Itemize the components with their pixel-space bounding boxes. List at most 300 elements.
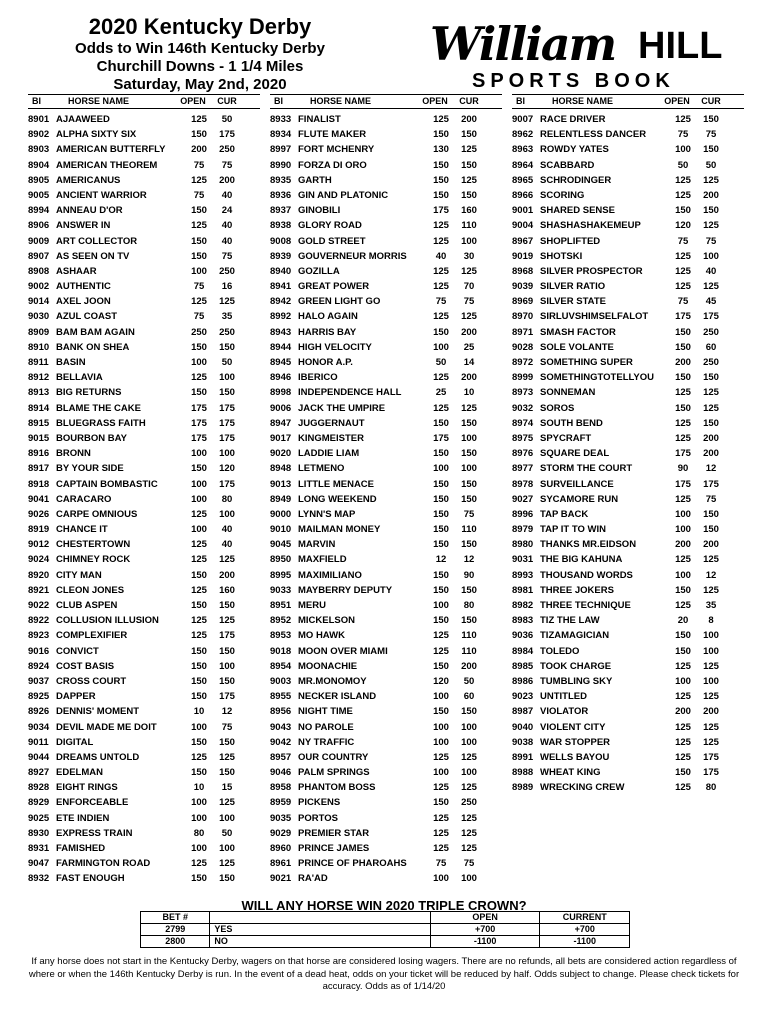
horse-bi: 8983 [512, 615, 534, 627]
horse-bi: 8975 [512, 432, 534, 444]
horse-cur: 125 [703, 220, 719, 232]
horse-open: 125 [191, 296, 207, 308]
horse-bi: 8984 [512, 645, 534, 657]
horse-row [270, 659, 502, 674]
horse-row [512, 279, 744, 294]
horse-bi: 9033 [270, 584, 292, 596]
horse-open: 150 [675, 584, 691, 596]
horse-cur: 100 [703, 630, 719, 642]
horse-cur: 125 [703, 660, 719, 672]
horse-open: 100 [191, 843, 207, 854]
horse-row [270, 492, 502, 507]
horse-row [512, 704, 744, 719]
horse-cur: 200 [703, 706, 719, 718]
horse-name: PALM SPRINGS [298, 767, 370, 779]
tc-choice: NO [210, 936, 430, 948]
horse-bi: 9026 [28, 508, 50, 520]
horse-bi: 8992 [270, 311, 292, 323]
horse-row [28, 689, 260, 704]
column-header-name: HORSE NAME [552, 96, 614, 106]
horse-row [512, 735, 744, 750]
horse-open: 75 [677, 235, 689, 247]
logo-bold: HILL [638, 25, 723, 67]
horse-bi: 9042 [270, 736, 292, 748]
horse-name: MR.MONOMOY [298, 675, 367, 687]
horse-bi: 9007 [512, 114, 534, 125]
horse-open: 75 [193, 159, 205, 171]
horse-cur: 125 [703, 736, 719, 748]
horse-open: 150 [433, 569, 449, 581]
horse-row [512, 461, 744, 476]
horse-name: SHARED SENSE [540, 205, 615, 217]
horse-name: CAPTAIN BOMBASTIC [56, 478, 158, 490]
horse-row [270, 780, 502, 795]
tc-current: -1100 [540, 936, 630, 948]
horse-cur: 250 [461, 797, 477, 809]
horse-name: VIOLENT CITY [540, 721, 606, 733]
horse-name: UNTITLED [540, 691, 587, 703]
horse-bi: 9021 [270, 873, 292, 885]
horse-open: 150 [191, 387, 207, 399]
triple-crown-header-row [141, 912, 630, 924]
horse-name: ROWDY YATES [540, 144, 609, 156]
column-header-open: OPEN [422, 96, 448, 106]
horse-name: NO PAROLE [298, 721, 354, 733]
horse-open: 100 [191, 721, 207, 733]
horse-open: 150 [433, 706, 449, 718]
horse-open: 125 [433, 827, 449, 839]
horse-bi: 8927 [28, 767, 50, 779]
horse-cur: 150 [461, 493, 477, 505]
horse-row [512, 613, 744, 628]
horse-open: 125 [433, 782, 449, 794]
horse-open: 100 [191, 797, 207, 809]
horse-open: 125 [433, 812, 449, 824]
horse-cur: 80 [463, 600, 475, 611]
horse-name: AXEL JOON [56, 296, 111, 308]
horse-row [270, 340, 502, 355]
logo-tagline: SPORTS BOOK [472, 70, 675, 92]
horse-cur: 75 [705, 493, 717, 505]
horse-cur: 125 [703, 387, 719, 399]
horse-open: 125 [191, 751, 207, 763]
horse-name: FAMISHED [56, 843, 106, 854]
horse-open: 100 [675, 508, 691, 520]
horse-bi: 8985 [512, 660, 534, 672]
tc-open: -1100 [430, 936, 540, 948]
horse-cur: 50 [221, 114, 233, 125]
horse-cur: 100 [219, 812, 235, 824]
horse-open: 100 [191, 265, 207, 277]
horse-name: SHASHASHAKEMEUP [540, 220, 641, 232]
horse-cur: 150 [703, 114, 719, 125]
horse-bi: 8954 [270, 660, 292, 672]
horse-open: 125 [675, 432, 691, 444]
horse-row [28, 644, 260, 659]
horse-bi: 8973 [512, 387, 534, 399]
horse-cur: 200 [461, 114, 477, 125]
horse-name: ETE INDIEN [56, 812, 110, 824]
horse-row [512, 325, 744, 340]
column-header-bi: BI [32, 96, 41, 106]
horse-bi: 8982 [512, 600, 534, 611]
horse-open: 150 [675, 326, 691, 338]
horse-open: 150 [675, 341, 691, 353]
horse-bi: 9018 [270, 645, 292, 657]
horse-name: RA'AD [298, 873, 328, 885]
horse-cur: 125 [703, 691, 719, 703]
horse-name: PORTOS [298, 812, 338, 824]
horse-cur: 150 [219, 675, 235, 687]
column-header-open: OPEN [664, 96, 690, 106]
horse-bi: 9009 [28, 235, 50, 247]
horse-name: ANNEAU D'OR [56, 205, 123, 217]
horse-row [270, 158, 502, 173]
horse-row [512, 750, 744, 765]
horse-cur: 24 [221, 205, 233, 217]
horse-bi: 9024 [28, 554, 50, 566]
horse-bi: 8961 [270, 858, 292, 870]
horse-cur: 80 [221, 493, 233, 505]
horse-name: SOLE VOLANTE [540, 341, 614, 353]
horse-cur: 160 [219, 584, 235, 596]
horse-bi: 9037 [28, 675, 50, 687]
horse-open: 12 [435, 554, 447, 566]
horse-cur: 100 [461, 873, 477, 885]
horse-name: COLLUSION ILLUSION [56, 615, 159, 627]
horse-bi: 8926 [28, 706, 50, 718]
horse-open: 125 [191, 554, 207, 566]
horse-cur: 175 [703, 751, 719, 763]
horse-cur: 100 [461, 736, 477, 748]
horse-row [270, 598, 502, 613]
horse-row [512, 158, 744, 173]
horse-name: PHANTOM BOSS [298, 782, 376, 794]
horse-bi: 9027 [512, 493, 534, 505]
horse-cur: 75 [221, 250, 233, 262]
horse-open: 125 [675, 736, 691, 748]
horse-row [512, 249, 744, 264]
horse-open: 125 [191, 630, 207, 642]
horse-row [270, 127, 502, 142]
horse-cur: 125 [461, 843, 477, 854]
horse-cur: 200 [703, 448, 719, 460]
horse-bi: 9031 [512, 554, 534, 566]
horse-cur: 75 [463, 858, 475, 870]
horse-name: NY TRAFFIC [298, 736, 355, 748]
horse-bi: 8945 [270, 357, 292, 368]
horse-open: 125 [191, 539, 207, 551]
horse-bi: 8932 [28, 873, 50, 885]
horse-bi: 8903 [28, 144, 50, 156]
horse-bi: 8907 [28, 250, 50, 262]
horse-cur: 12 [463, 554, 475, 566]
subtitle-track: Churchill Downs - 1 1/4 Miles [96, 58, 304, 75]
horse-row [28, 173, 260, 188]
horse-row [512, 112, 744, 127]
horse-bi: 9008 [270, 235, 292, 247]
horse-bi: 9034 [28, 721, 50, 733]
horse-row [28, 340, 260, 355]
horse-name: CONVICT [56, 645, 99, 657]
horse-open: 125 [675, 250, 691, 262]
horse-cur: 250 [703, 326, 719, 338]
horse-open: 125 [433, 114, 449, 125]
horse-row [512, 264, 744, 279]
horse-open: 125 [433, 843, 449, 854]
horse-name: MAILMAN MONEY [298, 524, 381, 536]
horse-name: FORT MCHENRY [298, 144, 375, 156]
horse-bi: 8931 [28, 843, 50, 854]
horse-cur: 110 [461, 220, 477, 232]
horse-open: 125 [675, 660, 691, 672]
horse-open: 150 [191, 129, 207, 141]
horse-name: MAXFIELD [298, 554, 347, 566]
horse-name: IBERICO [298, 372, 338, 384]
horse-open: 150 [433, 326, 449, 338]
horse-cur: 125 [219, 751, 235, 763]
horse-name: KINGMEISTER [298, 432, 364, 444]
horse-bi: 8946 [270, 372, 292, 384]
horse-cur: 200 [461, 326, 477, 338]
odds-column [512, 94, 744, 795]
horse-open: 125 [433, 220, 449, 232]
horse-row [28, 841, 260, 856]
triple-crown-title: WILL ANY HORSE WIN 2020 TRIPLE CROWN? [241, 898, 527, 913]
horse-name: DAPPER [56, 691, 96, 703]
horse-name: CHESTERTOWN [56, 539, 131, 551]
horse-open: 150 [433, 174, 449, 186]
horse-cur: 150 [219, 873, 235, 885]
horse-name: LITTLE MENACE [298, 478, 374, 490]
horse-cur: 150 [703, 205, 719, 217]
horse-bi: 8901 [28, 114, 50, 125]
horse-bi: 9035 [270, 812, 292, 824]
horse-row [28, 355, 260, 370]
horse-row [270, 461, 502, 476]
horse-row [512, 294, 744, 309]
horse-cur: 100 [703, 645, 719, 657]
horse-name: BAM BAM AGAIN [56, 326, 135, 338]
horse-name: FORZA DI ORO [298, 159, 367, 171]
horse-cur: 100 [219, 843, 235, 854]
horse-open: 150 [191, 463, 207, 475]
horse-cur: 150 [703, 508, 719, 520]
odds-column [28, 94, 260, 887]
horse-open: 125 [675, 493, 691, 505]
horse-row [28, 218, 260, 233]
horse-open: 175 [675, 478, 691, 490]
horse-open: 125 [433, 311, 449, 323]
horse-open: 125 [433, 645, 449, 657]
horse-bi: 8958 [270, 782, 292, 794]
horse-bi: 9019 [512, 250, 534, 262]
horse-row [512, 477, 744, 492]
horse-cur: 75 [463, 508, 475, 520]
tc-header-open: OPEN [430, 912, 540, 924]
horse-bi: 8909 [28, 326, 50, 338]
horse-open: 175 [191, 417, 207, 429]
horse-bi: 9036 [512, 630, 534, 642]
horse-row [28, 477, 260, 492]
horse-name: THE BIG KAHUNA [540, 554, 623, 566]
horse-cur: 125 [461, 174, 477, 186]
horse-row [28, 780, 260, 795]
horse-open: 10 [193, 782, 205, 794]
horse-cur: 125 [461, 751, 477, 763]
horse-row [270, 583, 502, 598]
horse-cur: 125 [461, 311, 477, 323]
column-header-cur: CUR [701, 96, 721, 106]
horse-cur: 70 [463, 281, 475, 293]
horse-row [28, 370, 260, 385]
horse-row [270, 218, 502, 233]
horse-name: DIGITAL [56, 736, 94, 748]
horse-name: AJAAWEED [56, 114, 110, 125]
horse-bi: 8929 [28, 797, 50, 809]
column-header-cur: CUR [459, 96, 479, 106]
horse-cur: 12 [705, 463, 717, 475]
horse-name: CARACARO [56, 493, 112, 505]
horse-open: 150 [433, 189, 449, 201]
horse-open: 50 [677, 159, 689, 171]
horse-bi: 8989 [512, 782, 534, 794]
horse-bi: 8918 [28, 478, 50, 490]
horse-name: MOON OVER MIAMI [298, 645, 388, 657]
tc-header-bet: BET # [141, 912, 210, 924]
horse-bi: 8993 [512, 569, 534, 581]
horse-bi: 8947 [270, 417, 292, 429]
horse-cur: 175 [219, 691, 235, 703]
horse-row [270, 173, 502, 188]
horse-open: 175 [433, 205, 449, 217]
horse-name: NECKER ISLAND [298, 691, 377, 703]
horse-open: 125 [675, 600, 691, 611]
horse-cur: 100 [461, 767, 477, 779]
column-header-name: HORSE NAME [310, 96, 372, 106]
horse-bi: 8996 [512, 508, 534, 520]
horse-name: HONOR A.P. [298, 357, 353, 368]
horse-row [512, 234, 744, 249]
horse-bi: 9039 [512, 281, 534, 293]
horse-cur: 175 [703, 311, 719, 323]
horse-cur: 200 [703, 189, 719, 201]
horse-row [270, 856, 502, 871]
horse-name: LONG WEEKEND [298, 493, 377, 505]
horse-open: 100 [433, 463, 449, 475]
horse-name: HALO AGAIN [298, 311, 358, 323]
horse-name: SURVEILLANCE [540, 478, 614, 490]
horse-name: FLUTE MAKER [298, 129, 367, 141]
horse-row [512, 659, 744, 674]
horse-cur: 150 [461, 189, 477, 201]
horse-cur: 150 [461, 159, 477, 171]
horse-cur: 150 [703, 372, 719, 384]
horse-row [270, 720, 502, 735]
horse-name: SOMETHING SUPER [540, 357, 633, 368]
horse-bi: 8911 [28, 357, 49, 368]
horse-bi: 9038 [512, 736, 534, 748]
horse-bi: 9041 [28, 493, 50, 505]
page-header [0, 14, 400, 94]
horse-name: GARTH [298, 174, 332, 186]
horse-bi: 8976 [512, 448, 534, 460]
william-hill-logo [430, 14, 750, 96]
horse-bi: 8960 [270, 843, 292, 854]
horse-row [28, 249, 260, 264]
horse-name: MAXIMILIANO [298, 569, 362, 581]
horse-bi: 9005 [28, 189, 50, 201]
horse-open: 150 [433, 417, 449, 429]
horse-row [270, 477, 502, 492]
horse-open: 150 [433, 129, 449, 141]
horse-bi: 8971 [512, 326, 534, 338]
horse-name: LADDIE LIAM [298, 448, 360, 460]
horse-name: RACE DRIVER [540, 114, 606, 125]
horse-cur: 150 [461, 584, 477, 596]
horse-cur: 150 [461, 448, 477, 460]
horse-name: DEVIL MADE ME DOIT [56, 721, 157, 733]
horse-open: 100 [191, 524, 207, 536]
horse-name: ALPHA SIXTY SIX [56, 129, 137, 141]
horse-cur: 125 [703, 402, 719, 414]
horse-row [270, 674, 502, 689]
horse-open: 125 [675, 114, 691, 125]
horse-open: 150 [675, 645, 691, 657]
horse-cur: 110 [461, 630, 477, 642]
horse-bi: 8912 [28, 372, 50, 384]
horse-name: HIGH VELOCITY [298, 341, 372, 353]
horse-open: 125 [191, 220, 207, 232]
horse-name: WAR STOPPER [540, 736, 611, 748]
horse-cur: 150 [703, 524, 719, 536]
horse-open: 120 [675, 220, 691, 232]
horse-open: 150 [191, 873, 207, 885]
horse-bi: 8902 [28, 129, 50, 141]
horse-cur: 110 [461, 645, 477, 657]
horse-open: 150 [433, 797, 449, 809]
horse-bi: 8924 [28, 660, 50, 672]
horse-row [270, 811, 502, 826]
horse-cur: 100 [219, 372, 235, 384]
horse-row [512, 720, 744, 735]
horse-bi: 8990 [270, 159, 292, 171]
column-header [270, 94, 502, 109]
horse-cur: 125 [219, 858, 235, 870]
horse-bi: 8940 [270, 265, 292, 277]
horse-row [270, 750, 502, 765]
horse-open: 130 [433, 144, 449, 156]
horse-bi: 8986 [512, 675, 534, 687]
horse-cur: 25 [463, 341, 475, 353]
horse-open: 100 [191, 812, 207, 824]
logo-script: William [430, 17, 616, 71]
horse-name: BELLAVIA [56, 372, 103, 384]
horse-cur: 40 [221, 524, 233, 536]
horse-cur: 125 [461, 812, 477, 824]
horse-bi: 9016 [28, 645, 50, 657]
horse-cur: 75 [705, 235, 717, 247]
horse-name: COST BASIS [56, 660, 115, 672]
horse-bi: 8977 [512, 463, 534, 475]
horse-bi: 8938 [270, 220, 292, 232]
horse-row [28, 613, 260, 628]
horse-open: 125 [675, 417, 691, 429]
horse-bi: 8978 [512, 478, 534, 490]
horse-name: GREAT POWER [298, 281, 370, 293]
horse-row [28, 568, 260, 583]
horse-bi: 9043 [270, 721, 292, 733]
